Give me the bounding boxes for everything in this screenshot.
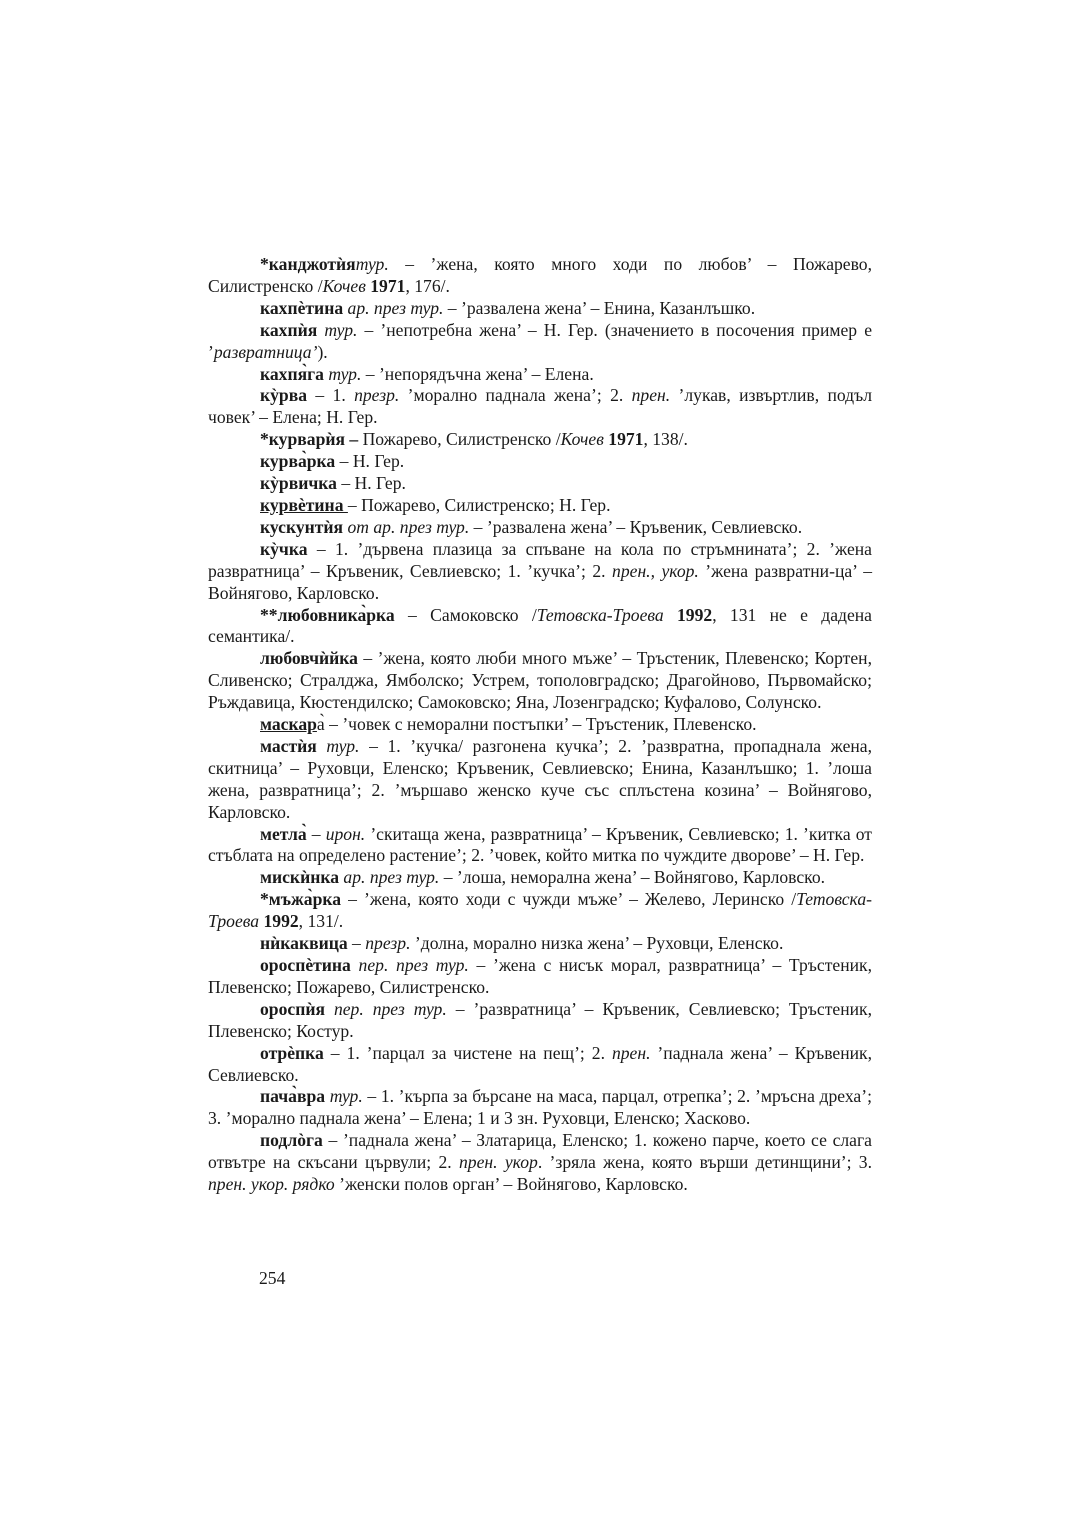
dictionary-text <box>208 254 872 1196</box>
source-label: прен., укор. <box>612 560 699 581</box>
definition: – ’паднала жена’ – Златарица, Еленско; 1. кожено парче, което се слага отвътре на скъсани цървули; 2. <box>208 1130 872 1173</box>
headword: отрѐпка <box>260 1042 324 1063</box>
dictionary-entry <box>208 736 872 824</box>
headword: мискѝнка <box>260 867 340 888</box>
headword: *курварѝя – <box>260 429 359 450</box>
dictionary-entry <box>208 254 872 298</box>
dictionary-entry <box>208 298 872 320</box>
page-number: 254 <box>259 1268 286 1288</box>
headword: *мъжа̀рка <box>260 889 342 910</box>
headword: мастѝя <box>260 735 317 756</box>
source-label: развратница’ <box>213 341 318 362</box>
grammar-label: презр. <box>365 933 411 954</box>
definition: ’долна, морално низка жена’ – Руховци, Еленско. <box>410 933 784 954</box>
definition: – Пожарево, Силистренско; Н. Гер. <box>347 494 611 515</box>
dictionary-entry <box>208 385 872 429</box>
separator <box>325 999 334 1019</box>
headword: маскар <box>260 714 317 735</box>
dictionary-entry <box>208 473 872 495</box>
definition: ’скитаща жена, развратница’ – Кръвеник, Севлиевско; 1. ’китка от стъблата на определено растение’; 2. ’човек, който митка по чуждите дворове’ – Н. Гер. <box>208 823 872 866</box>
dictionary-entry <box>208 648 872 714</box>
dictionary-entry <box>208 320 872 364</box>
dictionary-entry <box>208 1043 872 1087</box>
definition: Пожарево, Силистренско / <box>358 429 561 450</box>
source-label: Тетовска-Троева <box>536 604 664 625</box>
grammar-label: тур. <box>328 363 362 384</box>
dictionary-entry <box>208 999 872 1043</box>
dictionary-entry <box>208 605 872 649</box>
definition: – ’непорядъчна жена’ – Елена. <box>361 363 594 384</box>
definition-tail: , 131 не е дадена семантика/. <box>208 604 872 647</box>
definition: – ’развалена жена’ – Кръвеник, Севлиевско. <box>469 516 803 537</box>
headword: ороспѝя <box>260 998 325 1019</box>
definition-tail: ’женски полов орган’ – Войнягово, Карловско. <box>334 1174 688 1195</box>
dictionary-entry <box>208 889 872 933</box>
definition-tail: ’лукав, извъртлив, подъл човек’ – Елена; Н. Гер. <box>208 385 873 428</box>
grammar-label: ар. през тур. <box>347 297 444 318</box>
separator: – <box>347 933 366 954</box>
separator: – <box>306 823 326 844</box>
headword: кỳрва <box>260 385 308 406</box>
source-year: 1971 <box>370 275 406 296</box>
source-label: прен. <box>611 1042 651 1063</box>
source-label: прен. укор <box>459 1152 538 1173</box>
definition: – ’непотребна жена’ – Н. Гер. (значението в посочения пример е ’ <box>208 319 873 362</box>
source-label: прен. <box>631 385 671 406</box>
definition-tail: ’паднала жена’ – Кръвеник, Севлиевско. <box>208 1042 873 1085</box>
definition: а̀ – ’човек с неморални постъпки’ – Тръстеник, Плевенско. <box>316 714 757 735</box>
definition: – ’жена, която много ходи по любов’ – Пожарево, Силистренско / <box>208 254 872 296</box>
definition: – Самоковско / <box>394 604 537 625</box>
grammar-label: от ар. през тур. <box>347 516 470 537</box>
definition: – ’развратница’ – Кръвеник, Севлиевско; Тръстеник, Плевенско; Костур. <box>208 998 872 1041</box>
headword: курва̀рка <box>260 451 336 472</box>
grammar-label: тур. <box>355 254 389 274</box>
definition: – ’жена с нисък морал, развратница’ – Тръстеник, Плевенско; Пожарево, Силистренско. <box>208 955 872 997</box>
definition: – 1. ’кърпа за бърсане на маса, парцал, отрепка’; 2. ’мръсна дреха’; 3. ’морално паднала жена’ – Елена; 1 и 3 зн. Руховци, Еленско; Хасково. <box>208 1086 872 1129</box>
headword: курвѐтина <box>260 494 348 515</box>
headword: подлòга <box>260 1130 323 1151</box>
definition-tail: , 138/. <box>643 429 688 450</box>
dictionary-entry <box>208 517 872 539</box>
dictionary-entry <box>208 867 872 889</box>
dictionary-entry <box>208 1130 872 1196</box>
dictionary-entry <box>208 933 872 955</box>
dictionary-entry <box>208 495 872 517</box>
separator: – 1. <box>307 385 355 406</box>
definition-tail: , 176/. <box>405 275 450 296</box>
headword: нѝкаквица <box>260 933 348 954</box>
separator <box>317 736 327 756</box>
source-label: Кочев <box>322 275 366 296</box>
source-label: Кочев <box>560 429 604 450</box>
headword: кỳрвичка <box>260 473 337 494</box>
grammar-label: ар. през тур. <box>343 867 440 888</box>
headword: ороспѐтина <box>260 955 351 975</box>
definition: – ’развалена жена’ – Енина, Казанлъшко. <box>443 297 756 318</box>
headword: кахпя̀га <box>260 363 324 384</box>
grammar-label: презр. <box>354 385 400 406</box>
headword: метла̀ <box>260 823 307 844</box>
grammar-label: тур. <box>329 1086 363 1107</box>
dictionary-entry <box>208 714 872 736</box>
definition-tail: ’жена развратни-ца’ – Войнягово, Карловско. <box>208 560 873 603</box>
definition: – ’жена, която люби много мъже’ – Тръстеник, Плевенско; Кортен, Сливенско; Стралджа, Ямболско; Устрем, тополовградско; Драгойново, Първомайско; Ръждавица, Кюстендилско; Самоковско; Яна, Лозенградско; Куфалово, Солунско. <box>208 648 872 713</box>
definition: – ’лоша, неморална жена’ – Войнягово, Карловско. <box>439 867 826 888</box>
grammar-label: тур. <box>324 319 358 340</box>
source-year: 1992 <box>677 604 713 625</box>
dictionary-entry <box>208 1086 872 1130</box>
headword: любовчѝйка <box>260 648 358 669</box>
headword: **любовника̀рка <box>260 604 395 625</box>
headword: кахпѝя <box>260 319 318 340</box>
definition: – Н. Гер. <box>336 473 406 494</box>
definition-tail: . ’зряла жена, която върши детинщини’; 3. <box>537 1152 873 1173</box>
definition: – ’жена, която ходи с чужди мъже’ – Желево, Леринско / <box>341 889 797 910</box>
grammar-label: пер. през тур. <box>358 955 469 975</box>
definition: ’морално паднала жена’; 2. <box>399 385 632 406</box>
headword: кỳчка <box>260 538 308 559</box>
source-year: 1971 <box>608 429 644 450</box>
headword: кахпѐтина <box>260 297 344 318</box>
grammar-label: пер. през тур. <box>333 998 447 1019</box>
separator <box>664 605 677 625</box>
definition-tail: , 131/. <box>298 911 344 932</box>
definition-tail: ). <box>317 341 328 362</box>
source-year: 1992 <box>263 911 299 932</box>
definition: – 1. ’дървена плазица за спъване на кола по стръмнината’; 2. ’жена развратница’ – Кръвеник, Севлиевско; 1. ’кучка’; 2. <box>208 538 872 581</box>
dictionary-entry <box>208 824 872 868</box>
dictionary-entry <box>208 955 872 999</box>
definition: – 1. ’парцал за чистене на пещ’; 2. <box>323 1042 612 1063</box>
dictionary-entry <box>208 539 872 605</box>
dictionary-entry <box>208 429 872 451</box>
grammar-label: ирон. <box>325 823 366 844</box>
dictionary-entry <box>208 451 872 473</box>
definition: – 1. ’кучка/ разгонена кучка’; 2. ’развратна, пропаднала жена, скитница’ – Руховци, Еленско; Кръвеник, Севлиевско; Енина, Казанлъшко; 1. ’лоша жена, развратница’; 2. ’мършаво женско куче със сплъстена козина’ – Войнягово, Карловско. <box>208 735 873 822</box>
headword: пача̀вра <box>260 1086 326 1107</box>
dictionary-entry <box>208 364 872 386</box>
separator <box>351 955 359 975</box>
headword: *канджотѝя <box>260 254 356 274</box>
grammar-label: прен. укор. рядко <box>208 1174 335 1195</box>
source-label: Тетовска-Троева <box>208 889 872 932</box>
headword: кускунтѝя <box>260 516 344 537</box>
grammar-label: тур. <box>326 735 360 756</box>
definition: – Н. Гер. <box>335 451 405 472</box>
